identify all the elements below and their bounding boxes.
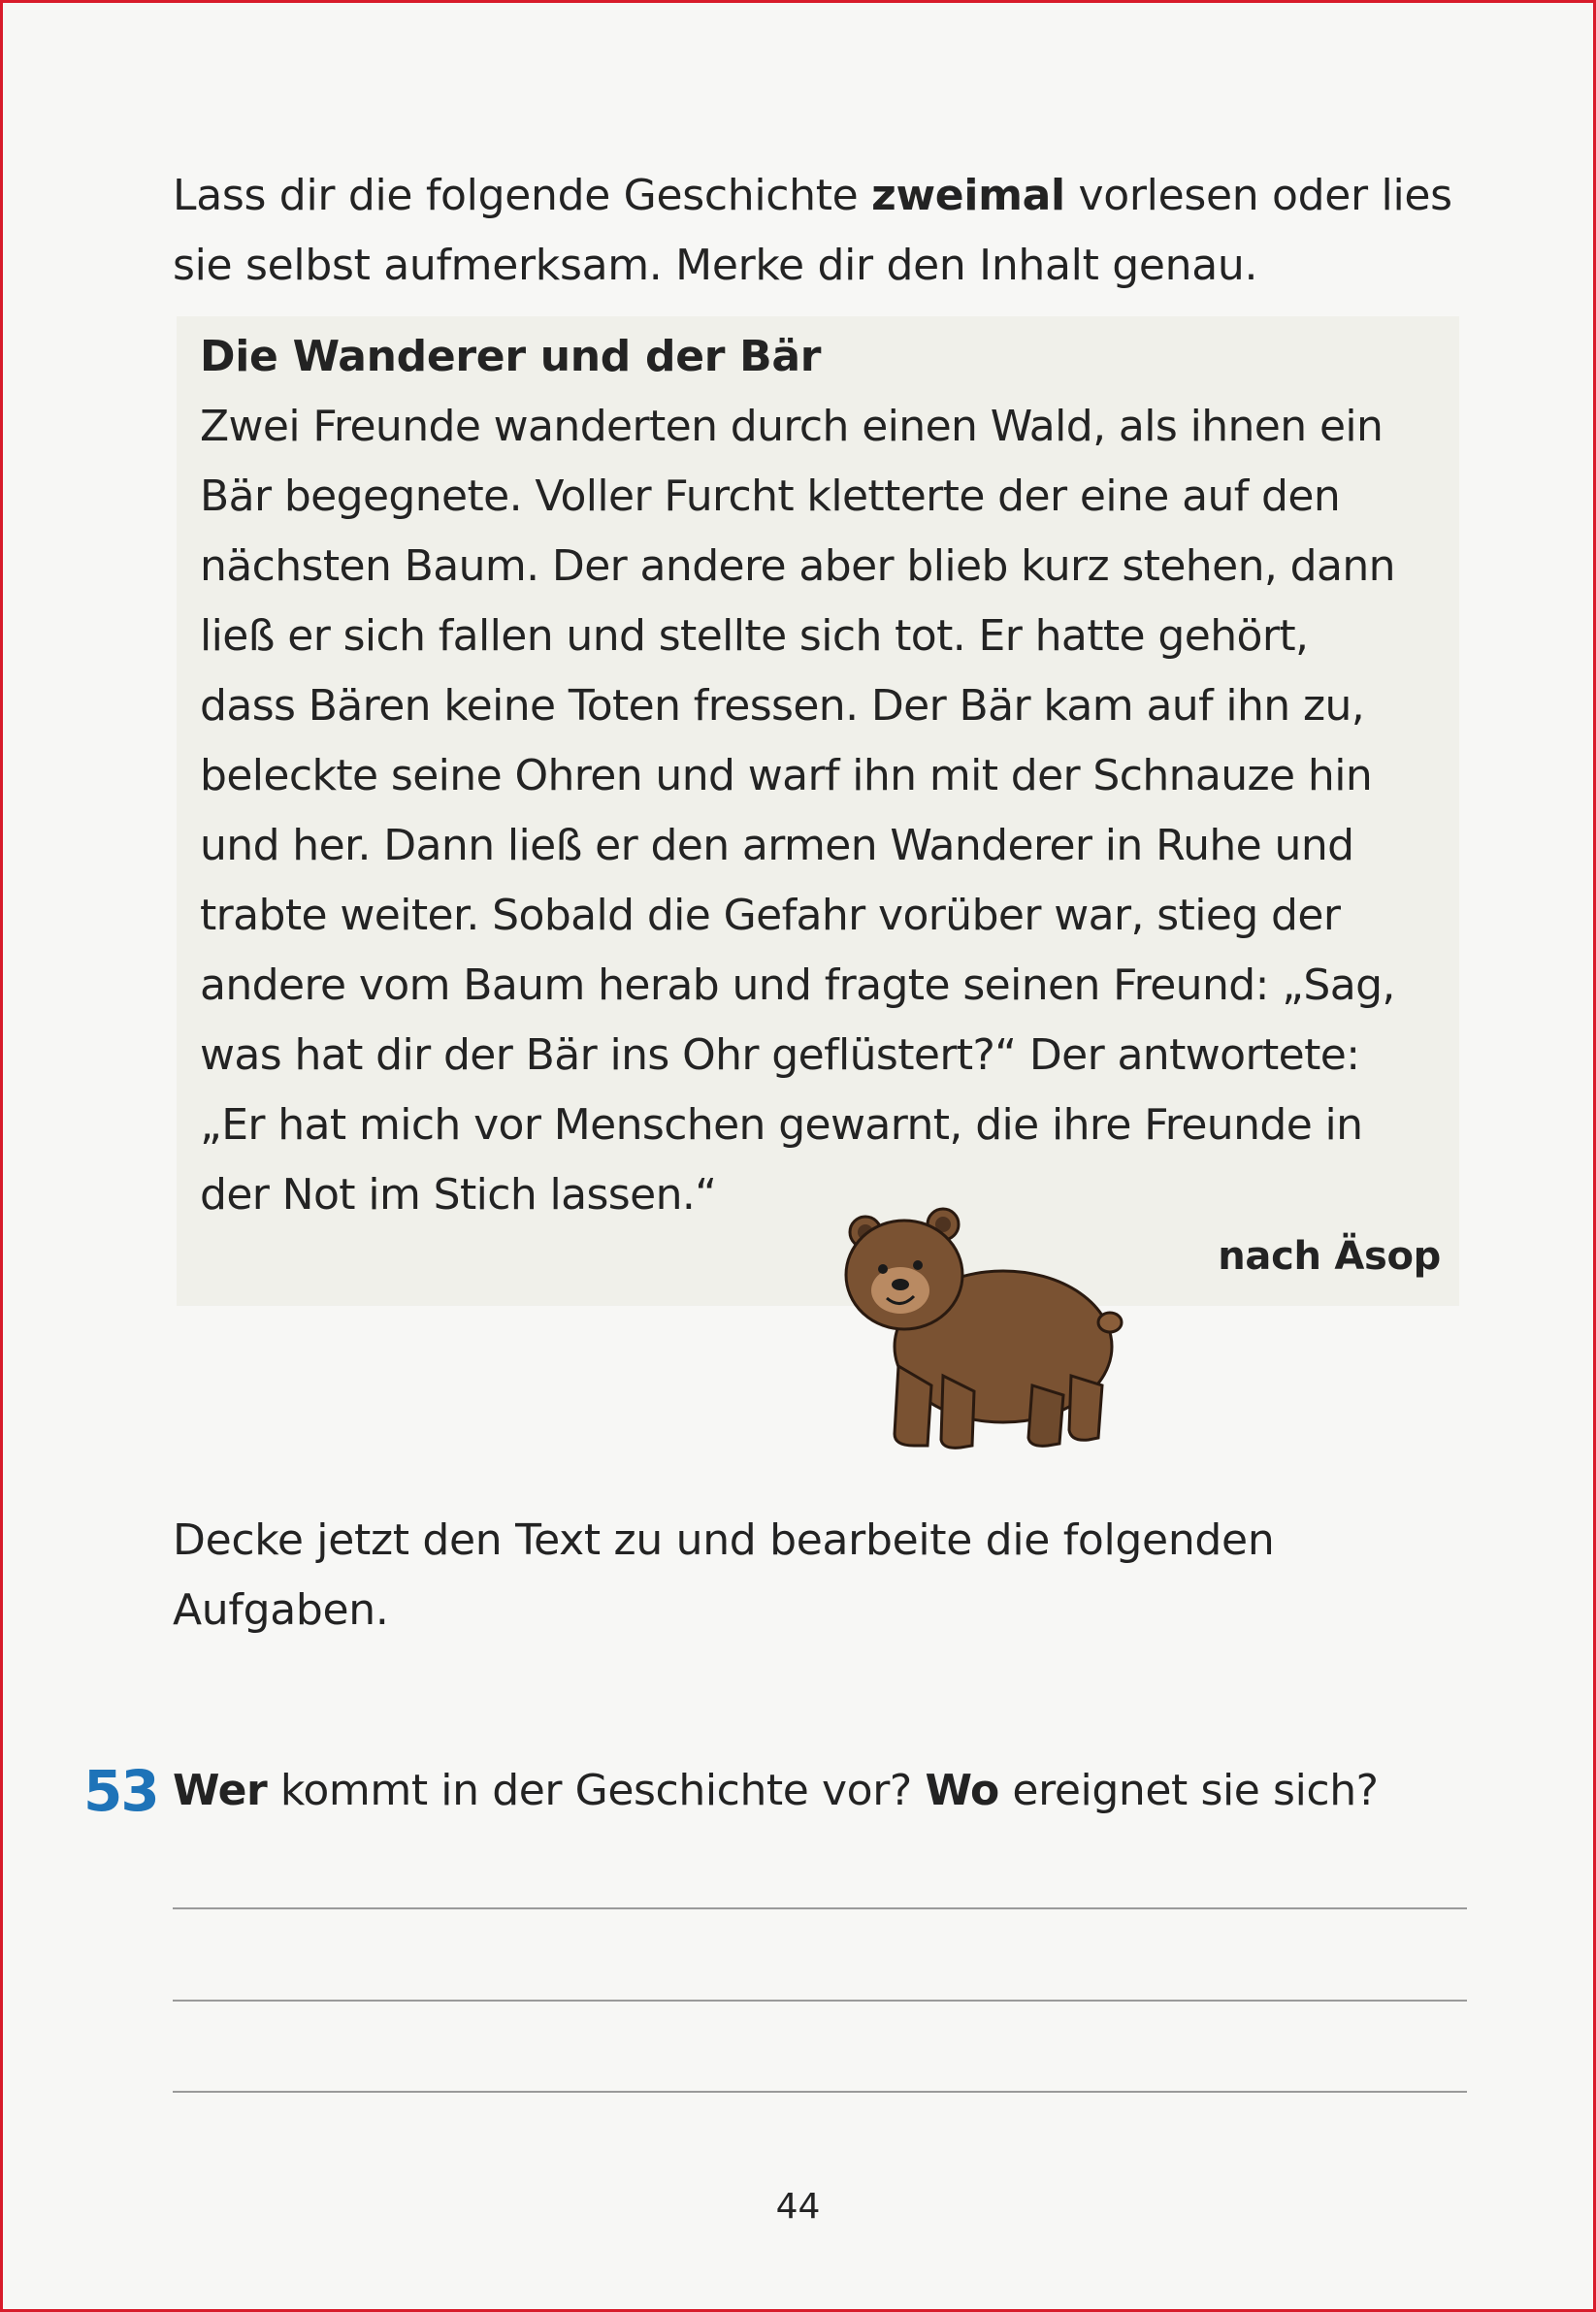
story-line: und her. Dann ließ er den armen Wanderer in Ruhe und — [200, 821, 1354, 870]
task-question: Wer kommt in der Geschichte vor? Wo ereignet sie sich? — [173, 1766, 1379, 1815]
story-line: trabte weiter. Sobald die Gefahr vorüber war, stieg der — [200, 891, 1341, 940]
task-53 — [83, 1758, 1490, 1836]
story-line: beleckte seine Ohren und warf ihn mit der Schnauze hin — [200, 751, 1373, 800]
story-line: der Not im Stich lassen.“ — [200, 1170, 717, 1220]
story-title: Die Wanderer und der Bär — [200, 332, 822, 381]
story-line: andere vom Baum herab und fragte seinen Freund: „Sag, — [200, 961, 1395, 1010]
story-line: ließ er sich fallen und stellte sich tot. Er hatte gehört, — [200, 611, 1309, 661]
answer-line-3[interactable] — [173, 2091, 1467, 2093]
story-line: nächsten Baum. Der andere aber blieb kurz stehen, dann — [200, 541, 1395, 591]
bear-illustration — [838, 1201, 1127, 1453]
story-line: dass Bären keine Toten fressen. Der Bär kam auf ihn zu, — [200, 681, 1365, 731]
page-number: 44 — [775, 2187, 821, 2227]
story-author: nach Äsop — [1218, 1234, 1441, 1279]
story-line: was hat dir der Bär ins Ohr geflüstert?“ Der antwortete: — [200, 1030, 1360, 1080]
story-line: Zwei Freunde wanderten durch einen Wald, als ihnen ein — [200, 402, 1384, 451]
answer-line-1[interactable] — [173, 1907, 1467, 1909]
intro-text: Lass dir die folgende Geschichte zweimal vorlesen oder lies sie selbst aufmerksam. Merke dir den Inhalt genau. — [173, 171, 1452, 290]
task-number: 53 — [83, 1758, 158, 1824]
answer-line-2[interactable] — [173, 2000, 1467, 2002]
story-line: „Er hat mich vor Menschen gewarnt, die ihre Freunde in — [200, 1100, 1363, 1150]
instruction-text: Decke jetzt den Text zu und bearbeite die folgenden Aufgaben. — [173, 1515, 1275, 1635]
story-line: Bär begegnete. Voller Furcht kletterte der eine auf den — [200, 472, 1341, 521]
